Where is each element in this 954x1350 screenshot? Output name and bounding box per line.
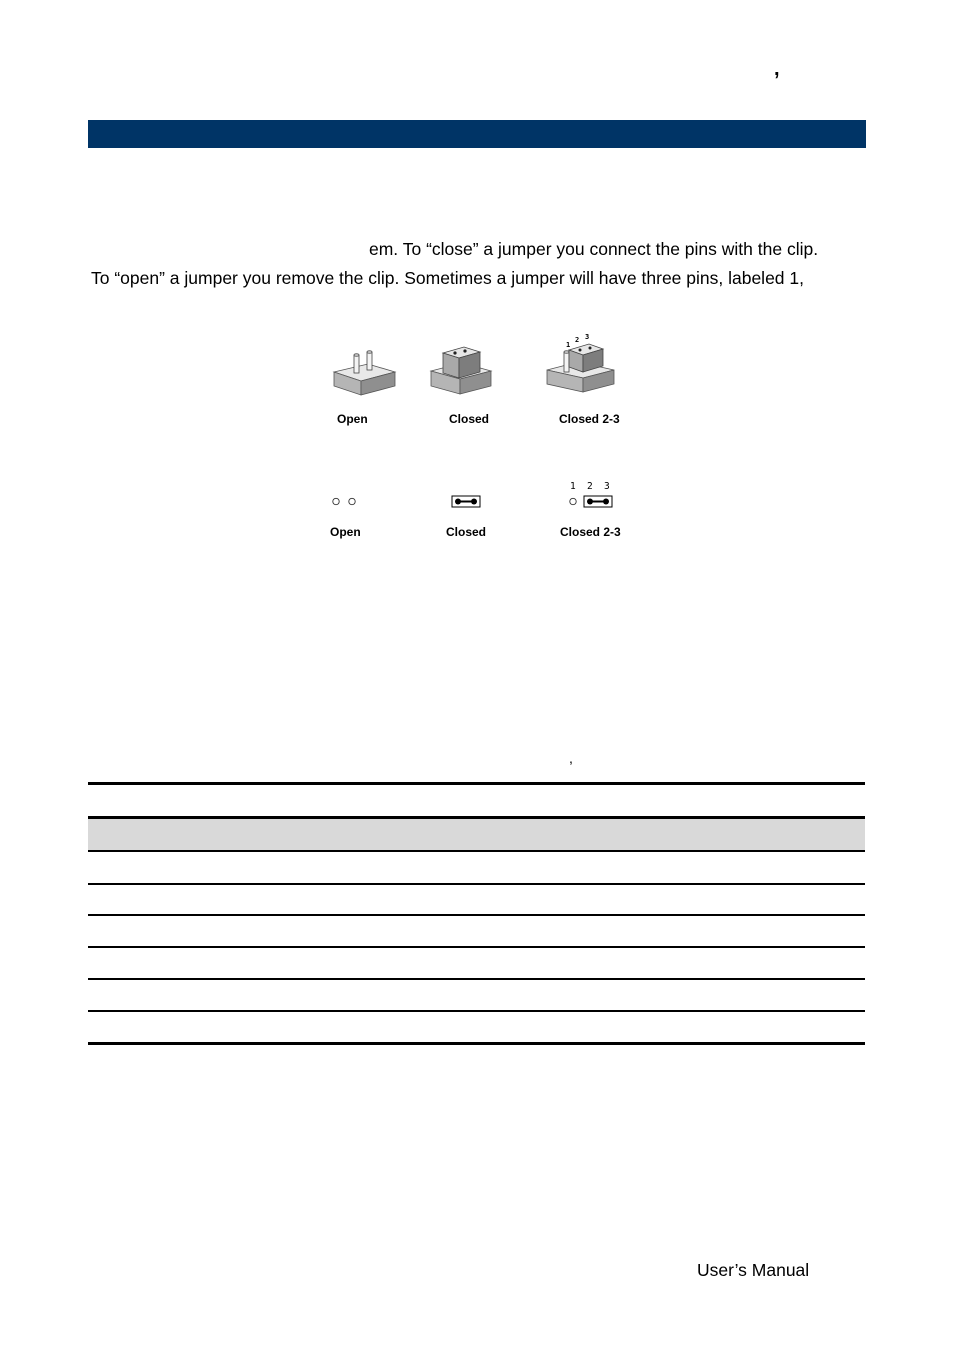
label-closed-2-3-3d: Closed 2-3 xyxy=(559,412,620,426)
label-open-schematic: Open xyxy=(330,525,361,539)
table-header-row xyxy=(88,818,865,850)
footer-manual-label: User’s Manual xyxy=(697,1260,810,1280)
table-bottom-rule xyxy=(88,1042,865,1045)
pin-number-2-3d: 2 xyxy=(575,336,580,344)
table-header-top-rule xyxy=(88,816,865,819)
jumper-closed-schematic-icon xyxy=(452,496,480,507)
table-row-divider xyxy=(88,850,865,852)
label-closed-schematic: Closed xyxy=(446,525,487,539)
table-row-divider xyxy=(88,914,865,916)
jumper-closed-3d-icon xyxy=(431,347,491,394)
body-text-line-1: em. To “close” a jumper you connect the pins with the clip. xyxy=(369,239,819,259)
header-mark: , xyxy=(774,58,780,80)
table-row-divider xyxy=(88,978,865,980)
pin-number-1-3d: 1 xyxy=(566,341,571,349)
table-row-divider xyxy=(88,1010,865,1012)
label-open-3d: Open xyxy=(337,412,368,426)
jumper-closed-2-3-schematic-icon xyxy=(570,496,612,507)
table-row-divider xyxy=(88,946,865,948)
jumper-open-schematic-icon xyxy=(333,498,355,504)
jumper-table xyxy=(88,782,865,1047)
pin-number-3: 3 xyxy=(604,481,610,492)
table-top-rule xyxy=(88,782,865,785)
pin-number-3-3d: 3 xyxy=(585,333,590,341)
pin-number-1: 1 xyxy=(570,481,576,492)
jumper-3d-figure xyxy=(320,325,640,405)
table-row-divider xyxy=(88,883,865,885)
jumper-closed-2-3-3d-icon xyxy=(547,344,614,392)
label-closed-3d: Closed xyxy=(449,412,490,426)
body-text-line-2: To “open” a jumper you remove the clip. Sometimes a jumper will have three pins, labeled 1, xyxy=(91,268,804,288)
section-title-bar xyxy=(88,120,866,148)
label-closed-2-3-schematic: Closed 2-3 xyxy=(560,525,621,539)
mid-mark: , xyxy=(569,750,573,766)
jumper-open-3d-icon xyxy=(334,351,395,395)
jumper-schematic-figure xyxy=(320,478,640,518)
pin-number-2: 2 xyxy=(587,481,593,492)
